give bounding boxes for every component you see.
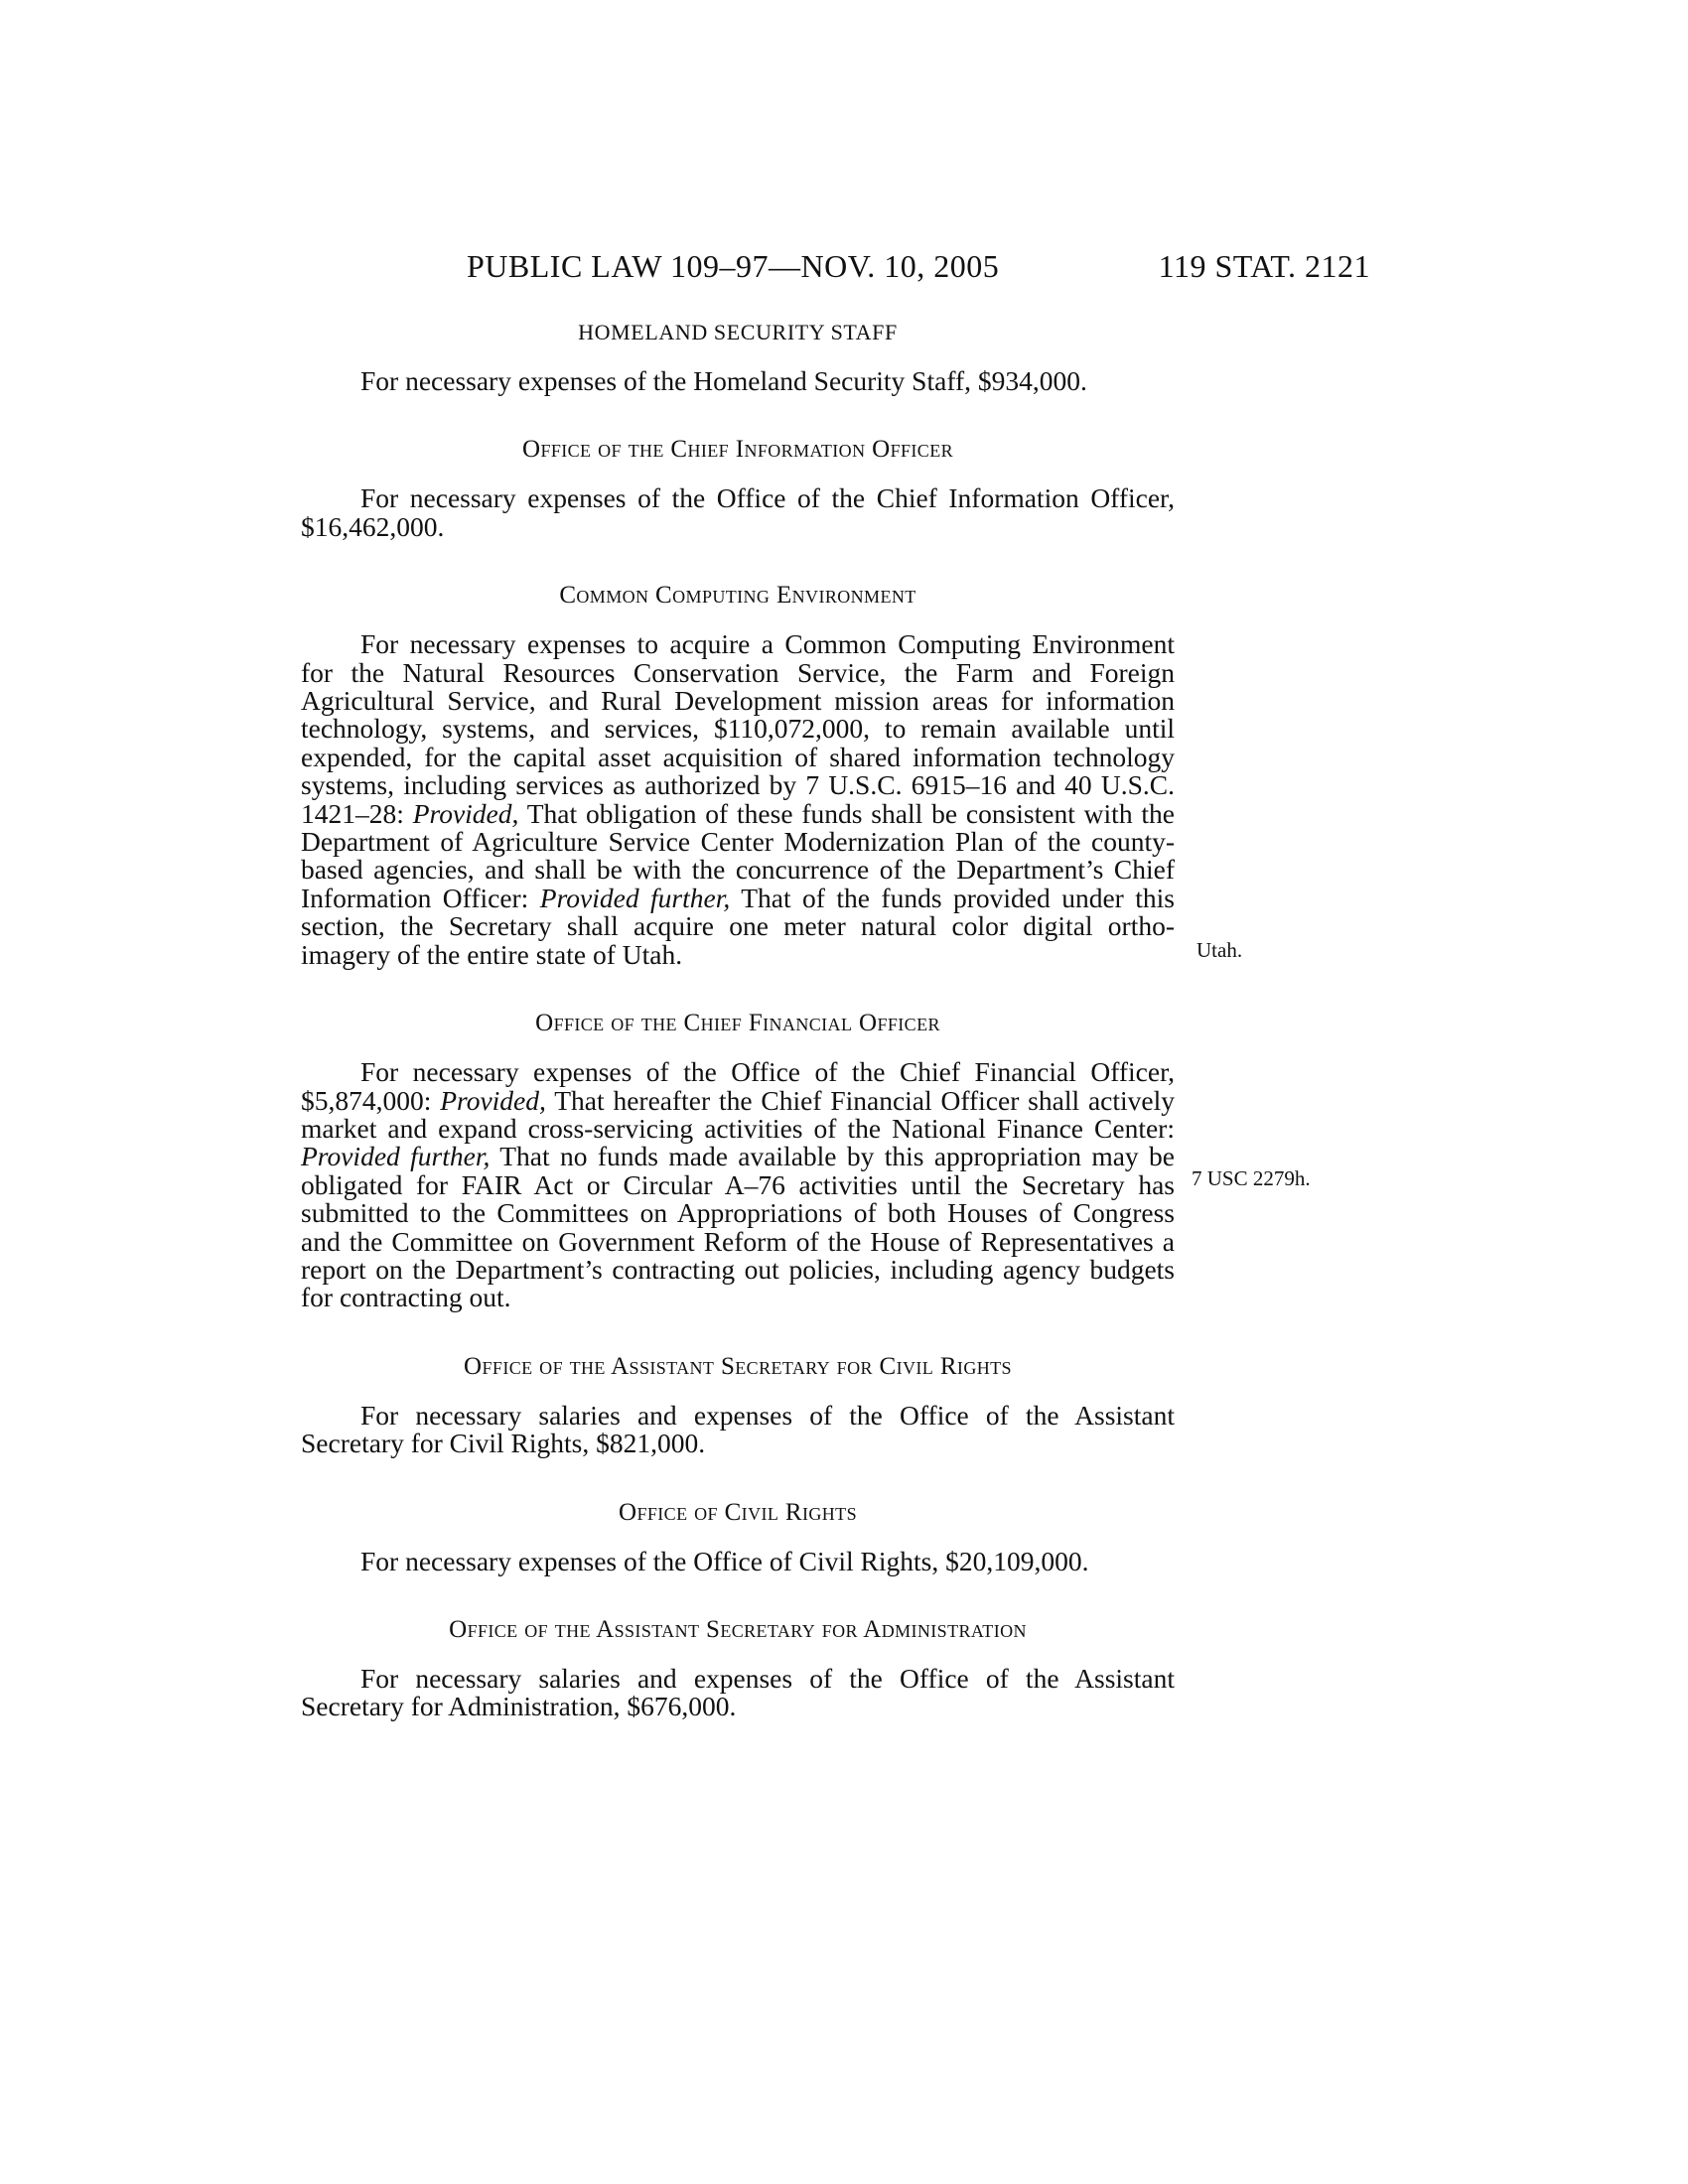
paragraph-homeland-security-staff: For necessary expenses of the Homeland Security Staff, $934,000. <box>360 365 1087 396</box>
paragraph-text-part: That no funds made available by this appropriation may be obligated for FAIR Act or Circular A–76 activities until the Secretary has submitted to the Committees on Appropriations of both Houses of Congress and the Committee on Government Reform of the House of Representatives a report on the Department’s contracting out policies, including agency budgets for contracting out. <box>301 1141 1176 1313</box>
provided-further-clause: Provided further, <box>539 882 731 913</box>
heading-common-computing-environment: Common Computing Environment <box>559 582 916 610</box>
margin-note-utah: Utah. <box>1196 938 1243 962</box>
paragraph-text-part: That of the funds provided under this section, the Secretary shall acquire one meter natural color digital ortho-imagery of the entire state of Utah. <box>301 882 1175 970</box>
paragraph-chief-information-officer: For necessary expenses of the Office of the Chief Information Officer, $16,462,000. <box>301 482 1175 542</box>
document-body <box>301 318 1175 1761</box>
provided-clause: Provided, <box>440 1084 546 1116</box>
paragraph-text-part: For necessary expenses of the Office of the Chief Financial Officer, $5,874,000: <box>301 1056 1175 1116</box>
heading-chief-financial-officer: Office of the Chief Financial Officer <box>535 1010 940 1037</box>
paragraph-assistant-secretary-civil-rights: For necessary salaries and expenses of the Office of the Assistant Secretary for Civil Rights, $821,000. <box>301 1399 1175 1459</box>
paragraph-text-part: For necessary expenses to acquire a Common Computing Environment for the Natural Resources Conservation Service, the Farm and Foreign Agricultural Service, and Rural Development mission areas for information technology, systems, and services, $110,072,000, to remain available until expended, for the capital asset acquisition of shared information technology systems, including services as authorized by 7 U.S.C. 6915–16 and 40 U.S.C. 1421–28: <box>301 628 1175 829</box>
paragraph-text-part: That obligation of these funds shall be consistent with the Department of Agriculture Service Center Modernization Plan of the county-based agencies, and shall be with the concurrence of the Department’s Chief Information Officer: <box>301 797 1175 913</box>
heading-office-of-civil-rights: Office of Civil Rights <box>619 1498 857 1526</box>
running-head <box>298 248 1370 288</box>
heading-assistant-secretary-administration: Office of the Assistant Secretary for Administration <box>449 1615 1027 1643</box>
paragraph-office-of-civil-rights: For necessary expenses of the Office of Civil Rights, $20,109,000. <box>360 1545 1089 1576</box>
provided-further-clause: Provided further, <box>301 1141 491 1172</box>
heading-chief-information-officer: Office of the Chief Information Officer <box>521 436 953 464</box>
stat-page-number: 119 STAT. 2121 <box>1158 248 1370 284</box>
paragraph-text-part: That hereafter the Chief Financial Officer shall actively market and expand cross-servicing activities of the National Finance Center: <box>301 1084 1175 1144</box>
heading-assistant-secretary-civil-rights: Office of the Assistant Secretary for Civil Rights <box>464 1352 1012 1380</box>
provided-clause: Provided, <box>412 797 519 829</box>
page-title: PUBLIC LAW 109–97—NOV. 10, 2005 <box>467 248 1000 284</box>
paragraph-common-computing-environment <box>301 630 1175 969</box>
paragraph-assistant-secretary-administration: For necessary salaries and expenses of the Office of the Assistant Secretary for Administration, $676,000. <box>301 1662 1175 1722</box>
paragraph-chief-financial-officer <box>301 1058 1175 1312</box>
margin-note-usc: 7 USC 2279h. <box>1192 1166 1311 1190</box>
heading-homeland-security-staff: HOMELAND SECURITY STAFF <box>578 320 898 344</box>
